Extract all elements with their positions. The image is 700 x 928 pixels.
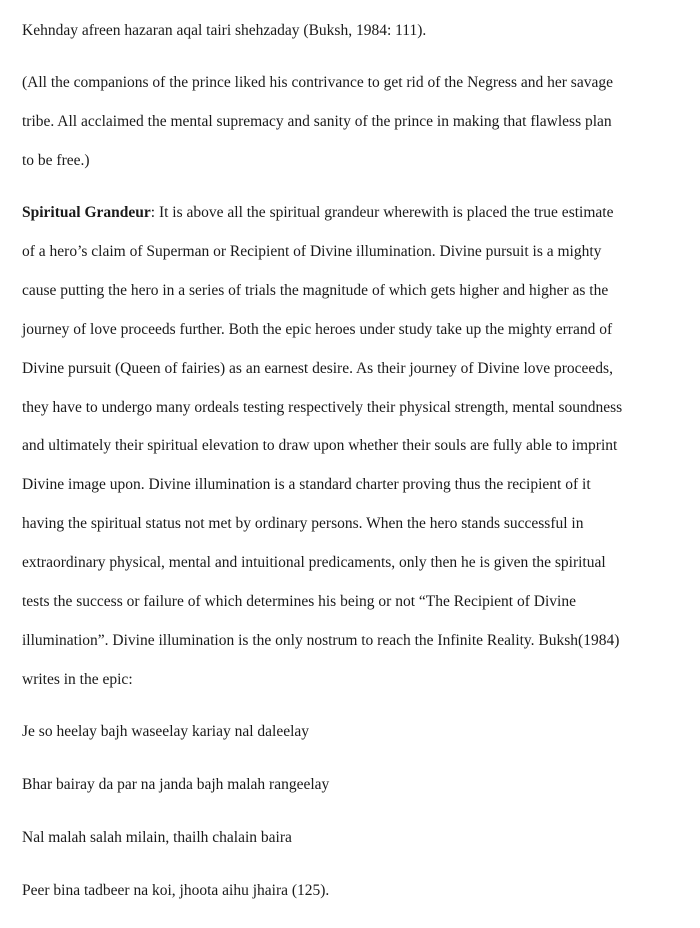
section-heading: Spiritual Grandeur xyxy=(22,204,151,221)
text-line: journey of love proceeds further. Both the epic heroes under study take up the mighty errand of xyxy=(22,321,613,338)
text-line: (All the companions of the prince liked his contrivance to get rid of the Negress and her savage xyxy=(22,74,613,91)
text-line: tribe. All acclaimed the mental supremacy and sanity of the prince in making that flawless plan xyxy=(22,113,612,130)
verse-line: Je so heelay bajh waseelay kariay nal daleelay xyxy=(22,723,310,740)
verse-line: Bhar bairay da par na janda bajh malah rangeelay xyxy=(22,776,330,793)
verse-line: Nal malah salah milain, thailh chalain baira xyxy=(22,829,292,846)
verse-quote-line: Kehnday afreen hazaran aqal tairi shehzaday (Buksh, 1984: 111). xyxy=(22,22,427,39)
text-line: they have to undergo many ordeals testing respectively their physical strength, mental soundness xyxy=(22,399,623,416)
verse-line: Peer bina tadbeer na koi, jhoota aihu jhaira (125). xyxy=(22,882,330,899)
text-line: Divine image upon. Divine illumination is a standard charter proving thus the recipient of it xyxy=(22,476,591,493)
text-line: writes in the epic: xyxy=(22,671,133,688)
text-line: extraordinary physical, mental and intuitional predicaments, only then he is given the spiritual xyxy=(22,554,606,571)
text-line: to be free.) xyxy=(22,152,90,169)
text-line: Divine pursuit (Queen of fairies) as an earnest desire. As their journey of Divine love proceeds, xyxy=(22,360,613,377)
text-line: and ultimately their spiritual elevation to draw upon whether their souls are fully able to imprint xyxy=(22,437,618,454)
text-line: tests the success or failure of which determines his being or not “The Recipient of Divine xyxy=(22,593,576,610)
heading-continuation: : It is above all the spiritual grandeur wherewith is placed the true estimate xyxy=(150,204,614,221)
text-line xyxy=(22,203,613,223)
text-line: illumination”. Divine illumination is the only nostrum to reach the Infinite Reality. Buksh(1984) xyxy=(22,632,620,649)
text-line: of a hero’s claim of Superman or Recipient of Divine illumination. Divine pursuit is a mighty xyxy=(22,243,602,260)
text-line: cause putting the hero in a series of trials the magnitude of which gets higher and higher as the xyxy=(22,282,609,299)
text-line: having the spiritual status not met by ordinary persons. When the hero stands successful in xyxy=(22,515,584,532)
